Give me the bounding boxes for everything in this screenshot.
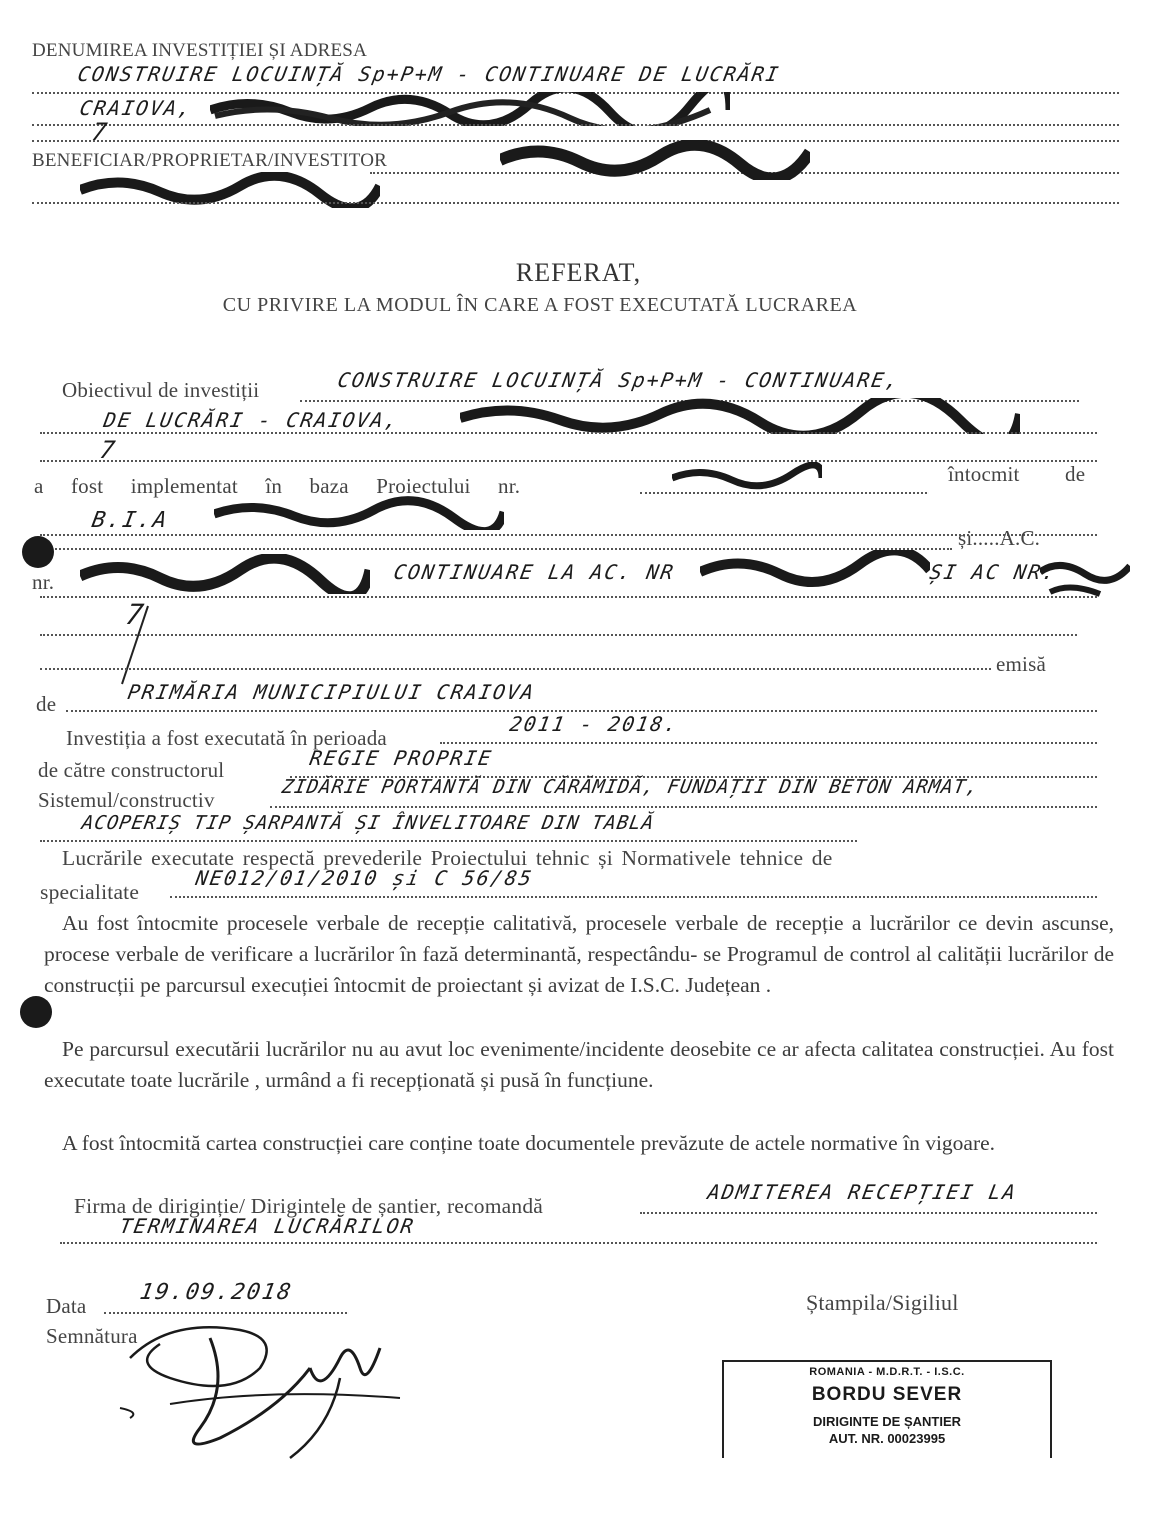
recommendation-label: Firma de diriginție/ Dirigintele de șantier, recomandă bbox=[74, 1194, 544, 1218]
redaction-scribble bbox=[1040, 552, 1130, 602]
objective-hand-line3: 7 bbox=[97, 436, 119, 464]
dotted-line bbox=[32, 202, 1119, 204]
beneficiary-label: BENEFICIAR/PROPRIETAR/INVESTITOR bbox=[32, 150, 387, 171]
strike-line bbox=[100, 600, 180, 690]
and-ac-label: și.....A.C. bbox=[958, 526, 1041, 550]
project-label: a fost implementat în baza Proiectului nr. bbox=[34, 474, 521, 498]
system-hand-line2: ACOPERIȘ TIP ȘARPANTĂ ȘI ÎNVELITOARE DIN TABLĂ bbox=[80, 812, 657, 834]
by-hand: PRIMĂRIA MUNICIPIULUI CRAIOVA bbox=[125, 680, 538, 704]
drafted-by-label: întocmit de bbox=[948, 462, 1086, 486]
investment-hand-line1: CONSTRUIRE LOCUINȚĂ Sp+P+M - CONTINUARE DE LUCRĂRI bbox=[75, 62, 783, 86]
signature-label: Semnătura bbox=[46, 1324, 138, 1348]
dotted-line bbox=[640, 1212, 1097, 1214]
date-hand: 19.09.2018 bbox=[137, 1280, 295, 1305]
investment-hand-line2: CRAIOVA, bbox=[77, 96, 195, 120]
punch-hole bbox=[20, 996, 52, 1028]
dotted-line bbox=[270, 806, 1097, 808]
official-stamp bbox=[722, 1360, 1052, 1458]
dotted-line bbox=[40, 840, 857, 842]
dotted-line bbox=[40, 432, 1097, 434]
document-title: REFERAT, bbox=[515, 258, 642, 287]
punch-hole bbox=[22, 536, 54, 568]
dotted-line bbox=[40, 534, 1097, 536]
signature bbox=[110, 1308, 410, 1468]
stamp-line-authorization: AUT. NR. 00023995 bbox=[828, 1431, 946, 1446]
objective-hand-line2: DE LUCRĂRI - CRAIOVA, bbox=[101, 408, 401, 432]
objective-label: Obiectivul de investiții bbox=[62, 378, 260, 402]
paragraph-procedures: Au fost întocmite procesele verbale de recepție calitativă, procesele verbale de recepție a lucrărilor ce devin ascunse, procese verbale de verificare a lucrărilor în fază determinantă, respectându- se Programul de control al calității lucrărilor de construcții pe parcursul execuției întocmit de proiectant și avizat de I.S.C. Județean . bbox=[44, 911, 1114, 997]
redaction-scribble bbox=[210, 92, 730, 126]
by-label: de bbox=[36, 692, 57, 716]
nr-label: nr. bbox=[32, 570, 55, 594]
document-subtitle: CU PRIVIRE LA MODUL ÎN CARE A FOST EXECUTATĂ LUCRAREA bbox=[222, 294, 858, 316]
investment-label: DENUMIREA INVESTIȚIEI ȘI ADRESA bbox=[32, 40, 367, 61]
paragraph-normatives: Lucrările executate respectă prevederile Proiectului tehnic și Normativele tehnice de bbox=[62, 846, 833, 870]
dotted-line bbox=[40, 460, 1097, 462]
redaction-scribble bbox=[214, 496, 504, 530]
stamp-line-role: DIRIGINTE DE ȘANTIER bbox=[812, 1414, 962, 1429]
issued-label: emisă bbox=[996, 652, 1046, 676]
redaction-scribble bbox=[700, 550, 930, 590]
stamp-label: Ștampila/Sigiliul bbox=[806, 1290, 959, 1315]
investment-hand-line3: 7 bbox=[89, 118, 111, 146]
recommendation-hand-line1: ADMITEREA RECEPȚIEI LA bbox=[705, 1180, 1020, 1204]
redaction-scribble bbox=[500, 140, 810, 180]
specialty-hand: NE012/01/2010 și C 56/85 bbox=[193, 866, 536, 890]
redaction-scribble bbox=[80, 554, 370, 594]
date-label: Data bbox=[46, 1294, 87, 1318]
dotted-line bbox=[640, 492, 927, 494]
drafted-by-hand: B.I.A bbox=[89, 508, 171, 533]
paragraph-construction-book: A fost întocmită cartea construcției care conține toate documentele prevăzute de actele normative în vigoare. bbox=[62, 1131, 996, 1155]
dotted-line bbox=[170, 896, 1097, 898]
dotted-line bbox=[32, 124, 1119, 126]
period-label: Investiția a fost executată în perioada bbox=[66, 726, 387, 750]
dotted-line bbox=[40, 668, 991, 670]
specialty-label: specialitate bbox=[40, 880, 140, 904]
dotted-line bbox=[60, 1242, 1097, 1244]
constructor-hand: REGIE PROPRIE bbox=[307, 746, 495, 770]
objective-hand-line1: CONSTRUIRE LOCUINȚĂ Sp+P+M - CONTINUARE, bbox=[335, 368, 902, 392]
recommendation-hand-line2: TERMINAREA LUCRĂRILOR bbox=[117, 1214, 417, 1238]
nr-hand: CONTINUARE LA AC. NR bbox=[391, 560, 677, 584]
dotted-line bbox=[40, 634, 1077, 636]
redaction-scribble bbox=[672, 462, 822, 492]
system-label: Sistemul/constructiv bbox=[38, 788, 215, 812]
paragraph-incidents: Pe parcursul executării lucrărilor nu au avut loc evenimente/incidente deosebite ce ar afecta calitatea construcției. Au fost executate toate lucrările , urmând a fi recepționată și pusă în funcțiune. bbox=[44, 1037, 1114, 1092]
hand-seven: 7 bbox=[123, 598, 148, 631]
dotted-line bbox=[40, 596, 1097, 598]
stamp-line-authority: ROMANIA - M.D.R.T. - I.S.C. bbox=[809, 1366, 965, 1378]
dotted-line bbox=[440, 742, 1097, 744]
stamp-line-name: BORDU SEVER bbox=[811, 1384, 963, 1405]
redaction-scribble bbox=[460, 398, 1020, 434]
nr-hand-2: ȘI AC NR. bbox=[927, 560, 1059, 584]
constructor-label: de către constructorul bbox=[38, 758, 225, 782]
period-hand: 2011 - 2018. bbox=[507, 712, 681, 736]
system-hand-line1: ZIDĂRIE PORTANTĂ DIN CĂRĂMIDĂ, FUNDAȚII DIN BETON ARMAT, bbox=[280, 776, 981, 798]
